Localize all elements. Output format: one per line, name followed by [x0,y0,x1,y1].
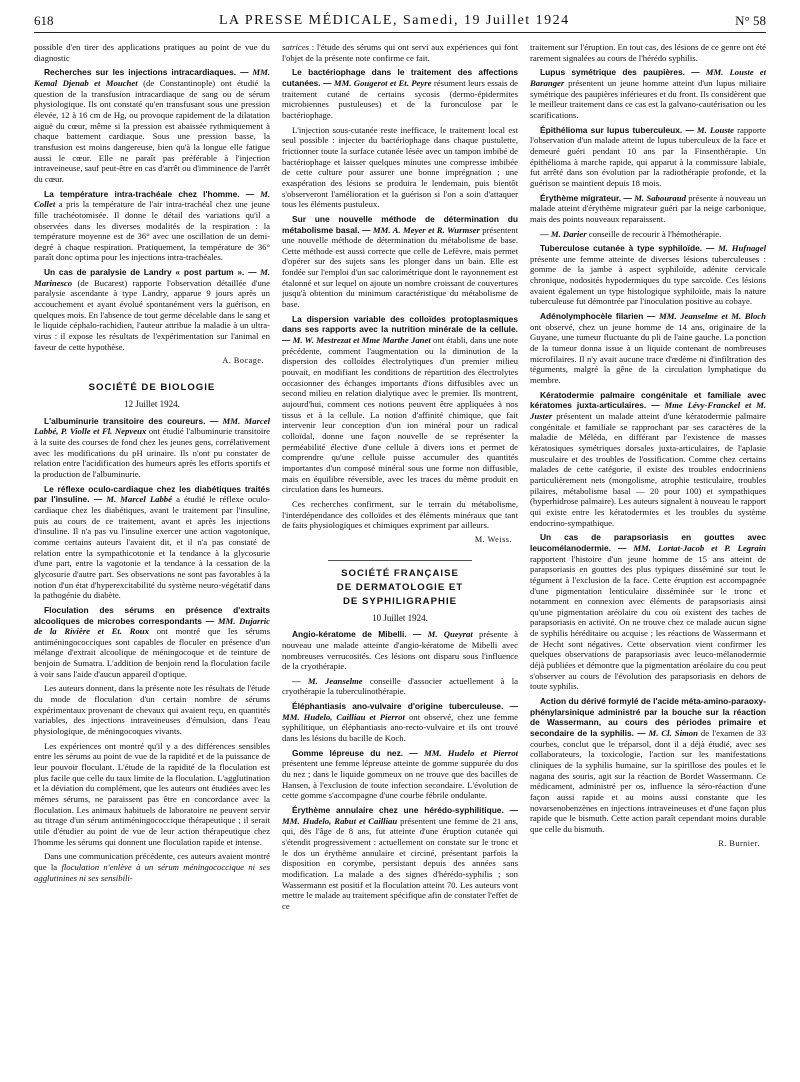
article-metabolisme-basal [282,214,518,310]
article-parapsoriasis [530,532,766,692]
article-author: — M. Darier [540,228,587,239]
article-gomme-lepreuse [282,748,518,801]
article-heading: Action du dérivé formylé de l'acide méta-amino-paraoxy-phénylarsinique administré par la bouche sur la réaction de Wassermann, au cours des périodes primaire et secondaire de la syphilis. — [530,696,766,739]
article-text: présentent une femme lépreuse atteinte de gomme suppurée du dos du nez ; dans le liquide gommeux on ne trouve que des bacilles de Hansen, à l'exclusion de toute infection secondaire. L'évolution de cette gomme s'accompagne d'une courbe fébrile ondulante. [282,758,518,801]
article-dispersion-colloides [282,314,518,495]
article-text: ont étudié l'albuminurie transitoire à la suite des courses de fond chez les jeunes gens, corrélativement avec les modifications du pH urinaire. Ils n'ont pu constater de relation entre l'acidification des humeurs après les efforts sportifs et la production de l'albuminurie. [34,426,270,479]
paragraph: Ces recherches confirment, sur le terrain du métabolisme, l'interdépendance des colloïdes et des éléments minéraux que tant de faits physiologiques et chimiques expriment par ailleurs. [282,498,518,531]
page-header [34,10,766,33]
section-title-line-2: DE DERMATOLOGIE ET DE SYPHILIGRAPHIE [336,581,464,607]
article-text: rapporte l'observation d'un malade atteint de lupus tuberculeux de la face et demeuré guéri pendant 10 ans par la Finsenthérapie. Un épithélioma à marche rapide, qui apparut à la commissure labiale, fut arrêté dans son évolution par la radiothérapie profonde, et la guérison se maintient depuis 18 mois. [530,124,766,188]
article-author: MM. Louste et Baranger [530,67,766,88]
paragraph-text: conseille d'associer actuellement à la cryothérapie la tuberculinothérapie. [282,675,518,697]
article-heading: Le réflexe oculo-cardiaque chez les diabétiques traités par l'insuline. — [34,483,270,505]
paragraph-emphasis: floculation n'enlève à un sérum méningococcique ni ses agglutinines ni ses sensibili- [34,861,270,883]
article-text: a pris la température de l'air intra-trachéal chez une jeune fille trachéotomisée. Il donne le détail des variations qu'il a observées dans les diverses modalités de la respiration : la température moyenne est de 36° avec une oscillation de un demi-degré à chaque respiration. Pratiquement, la température de 36° paraît donc optima pour les injections intra-trachéales. [34,199,270,263]
article-bacteriophage [282,67,518,120]
article-erytheme-migrateur [530,193,766,225]
article-author: M. Hufnagel [718,243,766,254]
article-author: MM. Hudelo, Rabut et Cailliau [282,815,398,826]
article-author: — M. Jeanselme [292,675,363,686]
section-title-line-1: SOCIÉTÉ FRANÇAISE [341,567,459,579]
article-heading: Éléphantiasis ano-vulvaire d'origine tuberculeuse. — [292,701,518,712]
article-floculation [34,605,270,680]
article-author: M. Louste [696,124,735,135]
section-date: 10 Juillet 1924. [372,612,428,623]
article-heading: Un cas de paralysie de Landry « post partum ». — [44,267,257,278]
article-heading: Floculation des sérums en présence d'extraits alcooliques de microbes correspondants — [34,604,270,626]
article-erytheme-annulaire [282,805,518,912]
article-author: MM. Jeanselme et M. Bloch [659,311,766,322]
article-albuminurie [34,416,270,480]
article-temperature-intratracheale [34,189,270,264]
article-heading: Un cas de parapsoriasis en gouttes avec leucomélanodermie. — [530,532,766,553]
article-heading: Érythème migrateur. — [540,192,632,203]
article-author: MM. Hudelo, Cailliau et Pierrot [282,711,405,722]
article-reflexe-oculo-cardiaque [34,484,270,601]
article-author: MM. Dujarric de la Rivière et Et. Roux [34,615,270,637]
article-heading: Gomme lépreuse du nez. — [292,747,418,758]
article-heading: Kératodermie palmaire congénitale et familiale avec kératomes juxta-articulaires. — [530,389,766,411]
column-1 [34,42,270,1074]
article-author: M. Marinesco [34,267,270,288]
article-keratodermie [530,390,766,529]
article-text: (de Constantinople) ont étudié la question de la transfusion intracardiaque de sang ou de sérum physiologique. Ils ont constaté qu'en transfusant sous une pression élevée, 12 à 16 cm de Hg, ou provoque rapidement de la dilatation aiguë du cœur, même si la pression est abaissée rythmiquement à chaque battement cardiaque. Sous une pression basse, la transfusion est moins dangereuse, bien qu'à la longue elle fatigue aussi le cœur. Elle ne paraît pas préférable à l'injection intraveineuse, sauf peut-être en cas d'arrêt ou d'imminence de l'arrêt du cœur. [34,77,270,184]
article-author: MM. Marcel Labbé, P. Violle et Fl. Nepveux [34,415,270,437]
article-heading: Tuberculose cutanée à type syphiloïde. — [540,243,715,254]
page-number: 618 [34,13,54,28]
article-text: ont montré que les sérums antiméningococciques sont capables de floculer en présence d'un mélange d'extrait alcoolique de méningocoque et de teinture de benjoin de Sumatra. L'addition de benjoin rend la floculation facile à voir sans l'aide d'aucun appareil d'optique. [34,626,270,679]
article-heading: Érythème annulaire chez une hérédo-syphilitique. — [292,805,518,816]
article-heading: Le bactériophage dans le traitement des affections cutanées. — [282,67,518,88]
article-derive-formyle [530,696,766,835]
article-adenolymphocele [530,311,766,386]
column-3 [530,42,766,1074]
article-author: MM. Hudelo et Pierrot [423,747,518,758]
column-2 [282,42,518,1074]
article-heading: Angio-kératome de Mibelli. — [292,629,422,640]
article-text: présente à nouveau une malade atteinte d'angio-kératome de Mibelli avec nombreuses verrucosités. Ces lésions ont disparu sous l'influence de la cryothérapie. [282,629,518,672]
article-tuberculose-cutanee [530,243,766,307]
section-date: 12 Juillet 1924. [124,399,180,410]
article-heading: Lupus symétrique des paupières. — [540,67,700,78]
article-text: résument leurs essais de traitement cutané de certains sycosis (dermo-épidermites microbiennes pustuleuses) et de la furonculose par le bactériophage. [282,77,518,120]
journal-title: LA PRESSE MÉDICALE, Samedi, 19 Juillet 1924 [218,13,570,28]
article-heading: Épithélioma sur lupus tuberculeux. — [540,124,694,135]
section-title: SOCIÉTÉ DE BIOLOGIE [88,382,216,394]
article-author: MM. A. Meyer et R. Wurmser [372,224,480,235]
article-heading: La dispersion variable des colloïdes protoplasmiques dans ses rapports avec la nutrition minérale de la cellule. — [282,313,518,346]
article-text: présentent une nouvelle méthode de détermination du métabolisme de base. Cette méthode est aussi correcte que celle de Lefèvre, mais permet d'opérer sur des sujets sans les plonger dans un bain. Elle est fondée sur l'emploi d'un sac calorimétrique dont le rayonnement est étalonné et sur lequel on ajoute un nombre croissant de couvertures jusqu'à obtention du minimum caractéristique du métabolisme de base. [282,224,518,310]
article-heading: L'albuminurie transitoire des coureurs. — [44,415,219,426]
article-author: Mme Lévy-Franckel et M. Juster [530,400,766,421]
article-text: présente à nouveau un malade atteint d'érythème migrateur guéri par la neige carbonique, mais des points nouveaux reparaissent. [530,192,766,224]
article-text: présentent un jeune homme atteint d'un lupus miliaire symétrique des paupières inférieures et du front. Ils considèrent que le meilleur traitement dans ce cas est la galvano-cautérisation ou les scarifications. [530,77,766,120]
article-epithelioma [530,125,766,189]
article-text: ont établi, dans une note précédente, comment l'augmentation ou la diminution de la dispersion des colloïdes électrolytiques d'un premier milieu pouvait, en modifiant les conditions de répartition des électrolytes occasionner des échanges importants d'ions diffusibles avec un second milieu en relation dialytique avec le premier. Ils montrent, aujourd'hui, comment ces notions peuvent être appliquées à nos tissus et à la cellule. La notion d'affinité chimique, que fait intervenir leur conception d'un ion minéral pour un radical colloïdal, donne une façon nouvelle de se représenter la perméabilité élective d'une cellule à divers ions et permet de comprendre qu'une cellule puisse accumuler des quantités importantes d'un composé minéral sous une forme non diffusible, mais en équilibre réversible, avec les traces du même produit en circulation dans les humeurs. [282,335,518,495]
paragraph-text: conseille de recourir à l'hémothérapie. [588,228,722,239]
paragraph: Les auteurs donnent, dans la présente note les résultats de l'étude du mode de floculation d'un certain nombre de sérums expérimentaux provenant de chevaux qui avaient reçu, en quantités variables, des injections intraveineuses d'émulsion, dans l'eau physiologique, de méningocoques vivants. [34,683,270,737]
paragraph [282,676,518,697]
article-text: (de Bucarest) rapporte l'observation détaillée d'une paralysie ascendante à type Landry, apparue 9 jours après un accouchement et ayant évolué spontanément vers la guérison, en quelques mois. En l'absence de tout germe décelable dans le sang et le liquide céphalo-rachidien, l'auteur attribue la maladie à un ultra-virus : il expose les résultats de l'expérimentation sur l'animal en faveur de cette hypothèse. [34,277,270,352]
article-angio-keratome [282,629,518,672]
article-author: M. W. Mestrezat et Mme Marthe Janet [292,335,431,346]
paragraph: L'injection sous-cutanée reste inefficace, le traitement local est seul possible : injecter du bactériophage dans chaque pustulette, frictionner toute la surface cutanée lésée avec un tampon imbibé de bactériophage et laisser quelques minutes une compresse imbibée de cette culture pour assurer une bonne imprégnation ; une exaspération des lésions se produira le lendemain, puis bientôt s'observeront l'amélioration et la guérison si l'on a soin d'attaquer tous les éléments pustuleux. [282,124,518,210]
article-author: MM. Kemal Djenab et Mouchet [34,67,270,88]
article-lupus-paupieres [530,67,766,120]
paragraph [282,42,518,63]
section-title [328,560,472,609]
issue-number: N° 58 [735,13,766,28]
article-author: M. Queyrat [427,629,473,640]
paragraph-text: Dans une communication précédente, ces auteurs avaient montré que la [34,851,270,872]
article-heading: La température intra-trachéale chez l'homme. — [44,188,255,199]
paragraph-text: : l'étude des sérums qui ont servi aux expériences qui font l'objet de la présente note confirme ce fait. [282,42,518,63]
article-author: M. Marcel Labbé [106,494,173,505]
article-elephantiasis [282,701,518,744]
page-body [34,42,766,1074]
signature: M. Weiss. [474,534,512,544]
article-heading: Recherches sur les injections intracardiaques. — [44,67,249,78]
article-author: M. Cl. Simon [648,728,698,739]
article-recherches-injections [34,67,270,184]
article-text: présente une femme atteinte de diverses lésions tuberculeuses : gomme de la jambe à aspect syphiloïde, adénite cervicale chronique, nodosités hypodermiques du type sarcoïde. Ces lésions avaient également un type histologique syphiloïde, mais la nature tuberculeuse fut démontrée par l'inoculation positive au cobaye. [530,253,766,307]
paragraph: traitement sur l'éruption. En tout cas, des lésions de ce genre ont été rarement signalées au cours de l'hérédo syphilis. [530,42,766,63]
article-heading: Adénolymphocèle filarien — [540,311,656,322]
article-author: M. Collet [34,188,270,210]
article-author: M. Sabouraud [634,192,686,203]
article-text: ont observé, chez une femme syphilitique, un éléphantiasis ano-recto-vulvaire et ils ont trouvé dans les lésions du bacille de Koch. [282,711,518,744]
paragraph [34,851,270,883]
paragraph: possible d'en tirer des applications pratiques au point de vue du diagnostic [34,42,270,63]
article-heading: Sur une nouvelle méthode de détermination du métabolisme basal. — [282,213,518,235]
paragraph: Les expériences ont montré qu'il y a des différences sensibles entre les sérums au point de vue de la rapidité et de la puissance de leur pouvoir floculant. L'étude de la rapidité de la floculation est plus facile que celle du taux limite de la floculation. L'agglutination et la déviation du complément, que les auteurs ont étudiées avec les mêmes sérums, ne paraissent pas être en concordance avec la floculation. Les animaux habituels de laboratoire ne peuvent servir au titrage d'un sérum antiméningococcique thérapeutique ; il serait utile d'étudier au point de vue de leur action thérapeutique chez l'homme les sérums qui donnent une floculation rapide et intense. [34,740,270,847]
article-author: MM. Gougerot et Et. Peyre [333,77,432,88]
article-text: ont observé, chez un jeune homme de 14 ans, originaire de la Guyane, une tumeur fluctuante du pli de l'aine gauche. La ponction de la tumeur donna issue à un liquide contenant de nombreuses microfilaires. Il n'y avait aucune trace d'œdème ni d'infiltration des téguments, malgré la gêne de la circulation lymphatique du membre. [530,321,766,386]
article-text: de l'examen de 33 courbes, conclut que le tréparsol, dont il a déjà étudié, avec ses collaborateurs, la toxicologie, l'action sur les manifestations cliniques de la syphilis humaine, sur la spirillose des poules et le nagana des souris, agit sur la réaction de Bordet Wassermann. Ce médicament, administré per os, influence la séro-réaction d'une façon aussi rapide et au moins aussi constante que les novarsenobenzènes en injections intraveineuses et d'une façon plus rapide que le bismuth. Cette action paraît cependant moins durable que celle du bismuth. [530,728,766,834]
article-text: rapportent l'histoire d'un jeune homme de 15 ans atteint de parapsoriasis en gouttes des plus typiques disséminé sur tout le tégument à l'exclusion de la face. Cette éruption est accompagnée d'une pigmentation lenticulaire disséminée sur le tronc et notamment en connexion avec éléments de parapsoriasis ainsi qu'une pigmentation aréolaire du cou où existent des taches de parapsoriasis en activité. On ne trouve chez ce malade aucun signe de syphilis héréditaire ou acquise ; les réactions de Wassermann et de Hecht sont négatives. Cette observation vient confirmer les quelques observations de parapsoriasis avec leuco-mélanodermie déjà publiées et démontre que la pigmentation aréolaire du cou peut s'observer au cours de l'évolution des parapsoriasis en dehors de toute syphilis. [530,553,766,692]
article-text: présentent un malade atteint d'une kératodermie palmaire congénitale et familiale se rapprochant par ses caractères de la maladie de Méléda, en différant par l'existence de masses kératosiques symétriques dorsales juxta-articulaires, de l'aplasie musculaire et des troubles de l'ossification. Comme chez certains malades de cette catégorie, il existe des troubles endocriniens particulièrement nets (mongolisme, atrophie testiculaire, troubles pilaires, métabolisme basal — 20 pour 100) et sympathiques (hyperhidrose palmaire). Les auteurs signalent à nouveau le rapport qui existe entre les kératodermies et les troubles du système endocrino-sympathique. [530,411,766,528]
paragraph [530,229,766,240]
paragraph-emphasis: satrices [282,42,310,52]
article-author: MM. Lortat-Jacob et P. Legrain [633,542,766,553]
article-text: présentent une femme de 21 ans, qui, dès l'âge de 8 ans, fut atteinte d'une éruption cutanée qui s'étendit progressivement : actuellement on constate sur le tronc et le dos un érythème annulaire et circiné, présentant parfois la disposition en corymbe, persistant depuis des années sans modification. La malade a des signes d'hérédo-syphilis ; son Wassermann est positif et la floculation atteint 70. Les auteurs vont mettre le malade au traitement spécifique afin de constater l'effet de ce [282,815,518,911]
article-paralysie-landry [34,267,270,352]
signature: R. Burnier. [718,838,760,848]
article-text: a étudié le réflexe oculo-cardiaque chez les diabétiques, avant le traitement par l'insuline, puis au cours de ce traitement, avant et après les injections d'insuline. Il n'a pas vu l'insuline exercer une action vagotonique, comme certains auteurs l'avaient dit, et il n'a pas constaté de relation entre la sympathicotonie et la tendance à la glycosurie d'une part, entre la vagotonie et la tendance à la cessation de la glycosurie d'autre part. Ses observations ne sont pas favorables à la notion d'un état d'hyperexcitabilité du système neuro-végétatif dans la pathogénie du diabète. [34,494,270,601]
signature: A. Bocage. [222,356,264,366]
